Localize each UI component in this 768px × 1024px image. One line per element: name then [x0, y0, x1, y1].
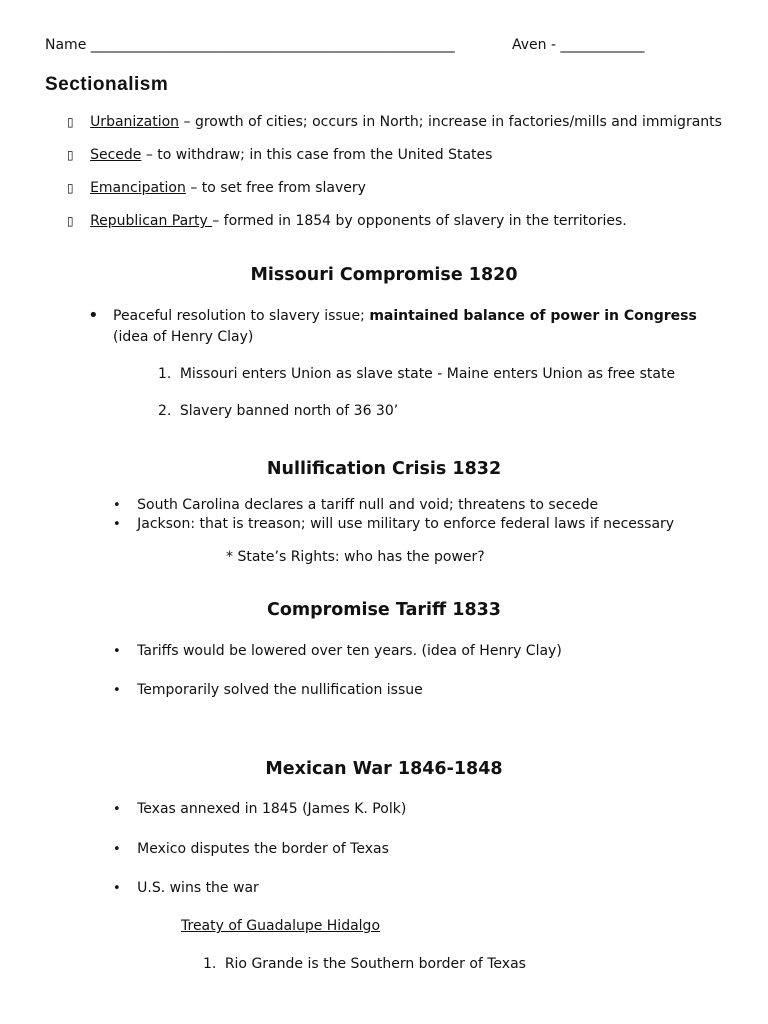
list-item [113, 880, 259, 896]
name-field-label: Name ____________________________________________________ [45, 37, 455, 53]
bullet-icon: • [113, 644, 121, 659]
numbered-item [203, 956, 526, 972]
vocab-item [67, 147, 492, 163]
missouri-bullet-line2: (idea of Henry Clay) [113, 329, 254, 345]
missouri-bullet-plain: Peaceful resolution to slavery issue; [113, 308, 370, 324]
item-text: Rio Grande is the Southern border of Texas [224, 956, 526, 972]
vocab-definition: – to withdraw; in this case from the United States [141, 147, 493, 163]
list-item-text: U.S. wins the war [137, 880, 259, 896]
missouri-bullet-text [113, 308, 697, 324]
vocab-term: Urbanization [90, 114, 180, 130]
item-number: 2. [158, 403, 172, 419]
vocab-definition: – growth of cities; occurs in North; increase in factories/mills and immigrants [179, 114, 722, 130]
missouri-bullet-bold: maintained balance of power in Congress [369, 308, 697, 324]
list-item-text: Mexico disputes the border of Texas [137, 841, 389, 857]
list-item [113, 643, 562, 659]
section-heading-nullification: Nullification Crisis 1832 [266, 459, 502, 479]
treaty-subheading: Treaty of Guadalupe Hidalgo [181, 918, 381, 934]
page-title: Sectionalism [45, 74, 169, 95]
item-number: 1. [203, 956, 217, 972]
list-item [113, 516, 674, 532]
bullet-icon: • [113, 498, 121, 513]
list-item-text: Temporarily solved the nullification issue [137, 682, 423, 698]
vocab-item [67, 180, 366, 196]
vocab-definition: – formed in 1854 by opponents of slavery in the territories. [212, 213, 627, 229]
list-item [113, 801, 406, 817]
section-heading-mexican-war: Mexican War 1846-1848 [265, 759, 503, 779]
square-bullet-icon: ▯ [67, 214, 74, 228]
list-item-text: Jackson: that is treason; will use military to enforce federal laws if necessary [137, 516, 675, 532]
numbered-item [158, 366, 675, 382]
vocab-item [67, 114, 722, 130]
vocab-definition: – to set free from slavery [185, 180, 366, 196]
bullet-icon: • [113, 517, 121, 532]
bullet-icon: • [113, 683, 121, 698]
item-text: Missouri enters Union as slave state - Maine enters Union as free state [179, 366, 676, 382]
vocab-term: Republican Party [90, 213, 213, 229]
item-text: Slavery banned north of 36 30’ [179, 403, 399, 419]
aven-field-label: Aven - ____________ [512, 37, 645, 53]
section-heading-missouri: Missouri Compromise 1820 [250, 265, 518, 285]
bullet-icon: • [113, 802, 121, 817]
bullet-icon: • [113, 881, 121, 896]
item-number: 1. [158, 366, 172, 382]
bullet-icon: • [88, 305, 99, 326]
square-bullet-icon: ▯ [67, 115, 74, 129]
vocab-item [67, 213, 627, 229]
vocab-term: Emancipation [90, 180, 186, 196]
list-item [113, 682, 423, 698]
bullet-icon: • [113, 842, 121, 857]
square-bullet-icon: ▯ [67, 181, 74, 195]
list-item-text: Texas annexed in 1845 (James K. Polk) [137, 801, 407, 817]
list-item [113, 841, 389, 857]
list-item-text: Tariffs would be lowered over ten years. (idea of Henry Clay) [137, 643, 562, 659]
square-bullet-icon: ▯ [67, 148, 74, 162]
section-heading-tariff: Compromise Tariff 1833 [267, 600, 501, 620]
vocab-term: Secede [90, 147, 142, 163]
states-rights-note: * State’s Rights: who has the power? [226, 549, 485, 565]
list-item-text: South Carolina declares a tariff null and void; threatens to secede [137, 497, 599, 513]
list-item [113, 497, 598, 513]
numbered-item [158, 403, 398, 419]
